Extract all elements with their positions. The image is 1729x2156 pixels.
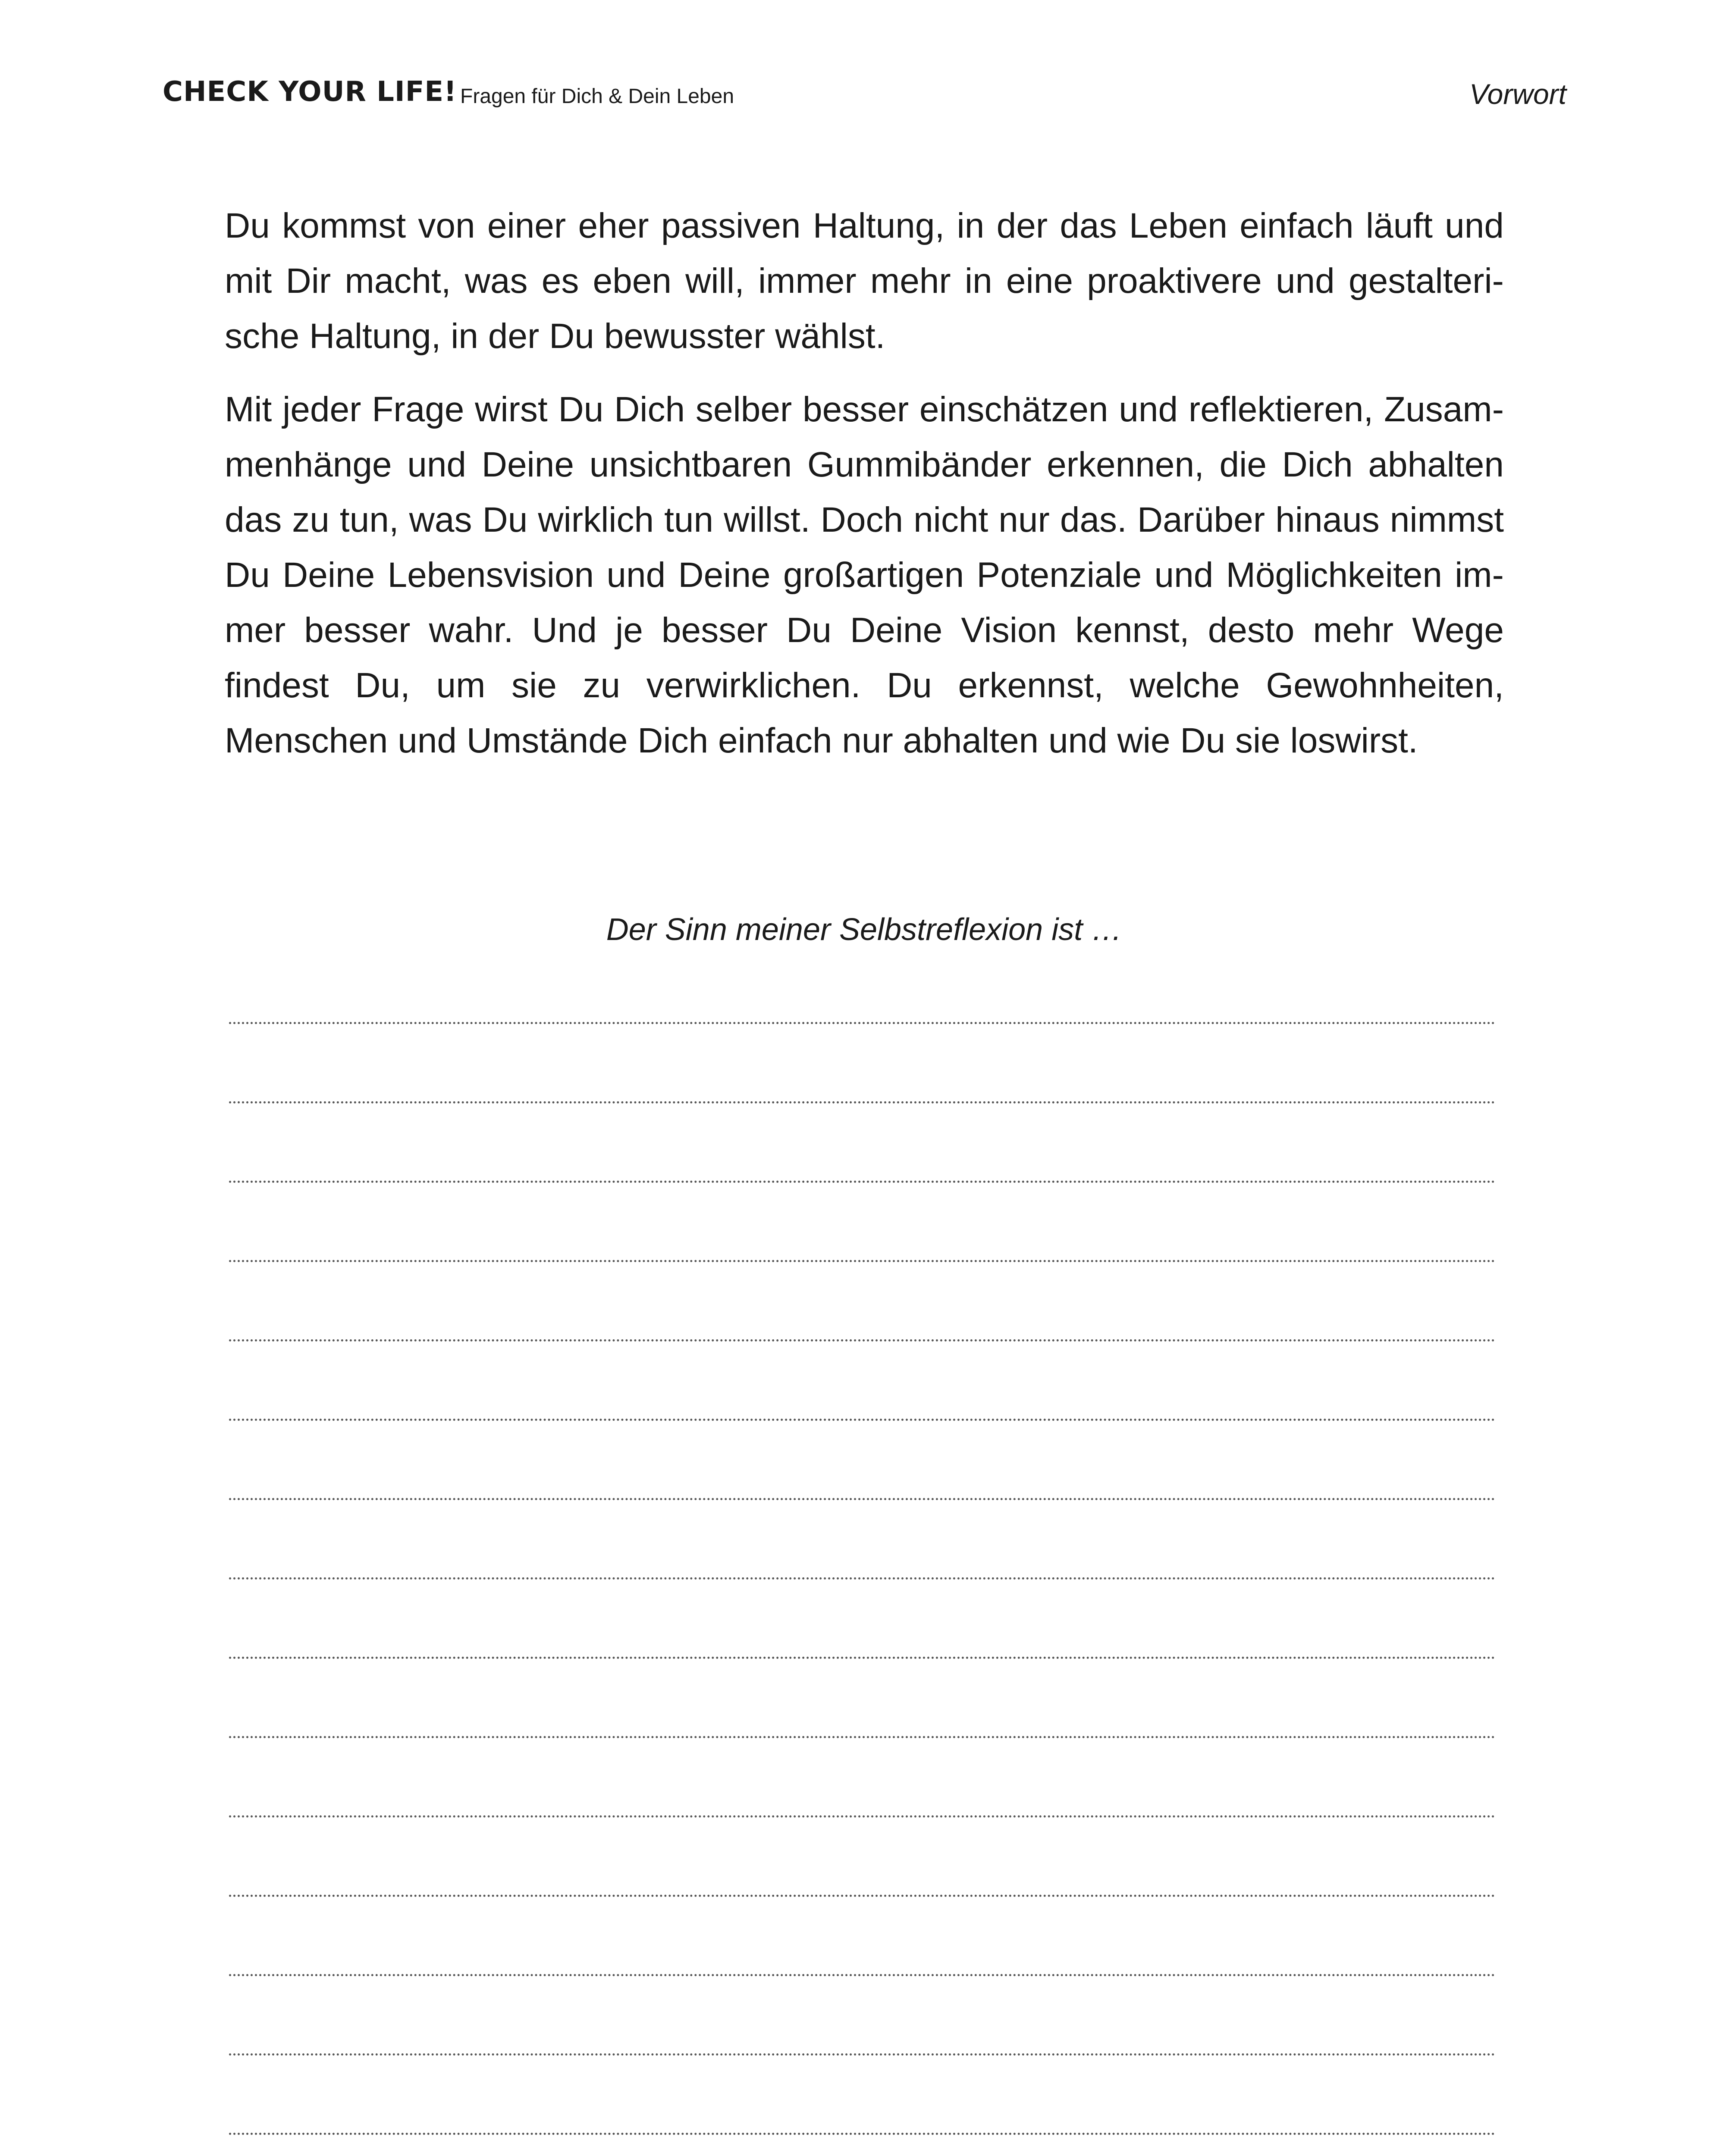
reflection-prompt: Der Sinn meiner Selbstreflexion ist … — [606, 912, 1123, 947]
writing-line — [229, 1262, 1495, 1341]
writing-line — [229, 1738, 1495, 1818]
paragraph: Du kommst von einer eher passiven Haltung, in der das Leben einfach läuft und mit Dir macht, was es eben will, immer mehr in eine proaktivere und gestalteri-sche Haltung, in der Du bewusster wählst. — [225, 206, 1504, 356]
writing-line — [229, 1024, 1495, 1103]
writing-line — [229, 1976, 1495, 2056]
book-title: CHECK YOUR LIFE! — [163, 76, 457, 108]
writing-line — [229, 1579, 1495, 1659]
paragraph: Mit jeder Frage wirst Du Dich selber besser einschätzen und reflektieren, Zusam-menhänge und Deine unsichtbaren Gummibänder erkennen, die Dich abhalten das zu tun, was Du wirklich tun willst. Doch nicht nur das. Darüber hinaus nimmst Du Deine Lebensvision und Deine großartigen Potenziale und Möglichkeiten im-mer besser wahr. Und je besser Du Deine Vision kennst, desto mehr Wege findest Du, um sie zu verwirklichen. Du erkennst, welche Gewohnheiten, Menschen und Umstände Dich einfach nur abhalten und wie Du sie loswirst. — [225, 390, 1504, 760]
running-header — [163, 76, 1566, 119]
writing-line — [229, 1341, 1495, 1421]
writing-line — [229, 2056, 1495, 2135]
section-title: Vorwort — [1469, 78, 1566, 110]
body-text — [225, 198, 1504, 787]
writing-line — [229, 1818, 1495, 1897]
writing-line — [229, 2135, 1495, 2156]
writing-line — [229, 1421, 1495, 1500]
writing-line — [229, 1659, 1495, 1738]
writing-line — [229, 1500, 1495, 1579]
writing-lines — [229, 1022, 1495, 2156]
book-subtitle: Fragen für Dich & Dein Leben — [460, 85, 734, 108]
writing-line — [229, 1183, 1495, 1262]
writing-line — [229, 1897, 1495, 1976]
writing-line — [229, 1103, 1495, 1183]
